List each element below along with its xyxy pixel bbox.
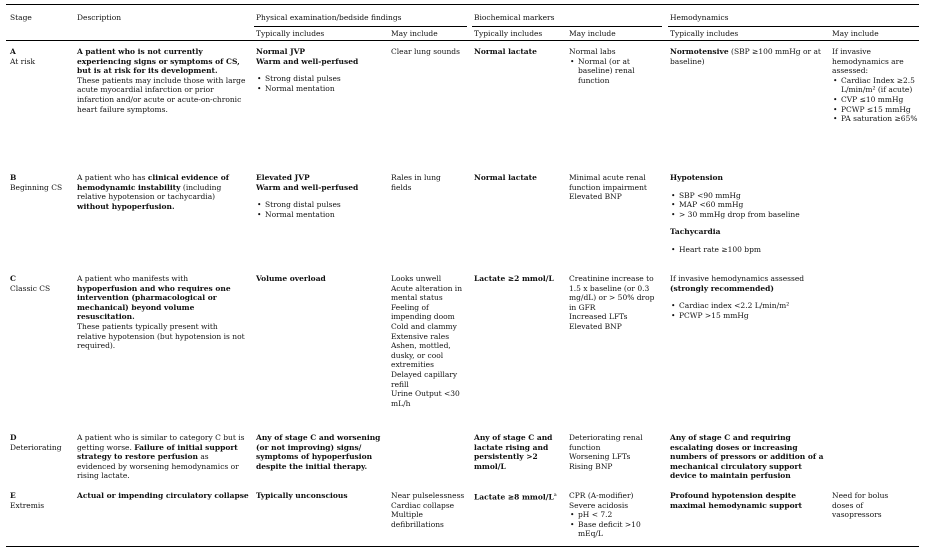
stage-name: Classic CS [10,283,51,293]
row-b-stage [10,173,72,192]
list-item: • CVP ≤10 mmHg [841,95,918,105]
row-b-pe-typical: Elevated JVP Warm and well-perfused • Strong distal pulses • Normal mentation [256,173,388,219]
header-physical: Physical examination/bedside findings [256,13,402,22]
header-description: Description [77,13,122,22]
row-b-bio-may: Minimal acute renal function impairment Elevated BNP [569,173,647,202]
row-e-bio-may: CPR (A-modifier) Severe acidosis • pH < 7.2 • Base deficit >10 mEq/L [569,491,661,539]
row-c-pe-may: Looks unwell Acute alteration in mental status Feeling of impending doom Cold and clammy Extensive rales Ashen, mottled, dusky, or cool extremities Delayed capillary refill Urine Output <30 mL/h [391,274,463,408]
list-item: • Heart rate ≥100 bpm [679,245,828,255]
row-b-description: A patient who has clinical evidence of hemodynamic instability (including relative hypotension or tachycardia) without hypoperfusion. [77,173,229,211]
subheader-pe-may: May include [391,29,438,38]
subheader-hemo-typically: Typically includes [670,29,739,38]
list-item: • PA saturation ≥65% [841,114,918,124]
row-d-hemo-typical: Any of stage C and requiring escalating doses or increasing numbers of pressors or addition of a mechanical circulatory support device to maintain perfusion [670,433,824,481]
row-e-bio-typical: Lactate ≥8 mmol/$L^a$ [474,492,557,502]
group-rule-biochemical [472,26,662,27]
stage-letter: C [10,274,16,283]
list-item: • PCWP >15 mmHg [679,311,828,321]
row-b-hemo-typical: Hypotension • SBP <90 mmHg • MAP <60 mmHg • > 30 mmHg drop from baseline Tachycardia • Heart rate ≥100 bpm [670,173,828,255]
stage-letter: E [10,491,16,500]
footnote-marker: a [553,492,557,498]
subheader-bio-typically: Typically includes [474,29,543,38]
list-item: • Cardiac Index ≥2.5 L/min/m² (if acute) [841,76,918,95]
row-a-description: A patient who is not currently experiencing signs or symptoms of CS, but is at risk for its development. These patients may include those with large acute myocardial infarction or prior infarction and/or acute or acute-on-chronic heart failure symptoms. [77,47,246,114]
row-b-pe-may: Rales in lung fields [391,173,441,192]
stage-name: Beginning CS [10,182,63,192]
row-e-pe-typical: Typically unconscious [256,491,348,500]
row-e-hemo-may: Need for bolus doses of vasopressors [832,491,889,520]
list-item: • Base deficit >10 mEq/L [578,520,661,539]
stage-name: At risk [10,56,36,66]
row-c-description: A patient who manifests with hypoperfusion and who requires one intervention (pharmacological or mechanical) beyond volume resuscitation. These patients typically present with relative hypotension (but hypotension is not required). [77,274,245,351]
row-a-stage [10,47,72,66]
header-biochemical: Biochemical markers [474,13,555,22]
list-item: • pH < 7.2 [578,510,661,520]
row-c-bio-typical: Lactate ≥2 mmol/L [474,274,554,283]
group-rule-hemodynamics [668,26,919,27]
list-item: • SBP <90 mmHg [679,191,828,201]
list-item: • Normal mentation [265,84,388,94]
row-a-bio-typical: Normal lactate [474,47,537,56]
subheader-pe-typically: Typically includes [256,29,325,38]
row-d-stage [10,433,72,452]
row-b-bio-typical: Normal lactate [474,173,537,182]
list-item: • > 30 mmHg drop from baseline [679,210,828,220]
row-c-hemo-typical: If invasive hemodynamics assessed (strongly recommended) • Cardiac index <2.2 L/min/m² • PCWP >15 mmHg [670,274,828,320]
row-d-description: A patient who is similar to category C but is getting worse. Failure of initial support strategy to restore perfusion as evidenced by worsening hemodynamics or rising lactate. [77,433,245,481]
row-c-pe-typical: Volume overload [256,274,326,283]
row-d-bio-may: Deteriorating renal function Worsening LFTs Rising BNP [569,433,643,471]
row-e-hemo-typical: Profound hypotension despite maximal hemodynamic support [670,491,802,510]
stage-name: Extremis [10,500,45,510]
top-rule [6,4,919,5]
list-item: • Strong distal pulses [265,74,388,84]
list-item: • Normal (or at baseline) renal function [578,57,664,86]
header-stage: Stage [10,13,32,22]
row-c-bio-may: Creatinine increase to 1.5 x baseline (or 0.3 mg/dL) or > 50% drop in GFR Increased LFTs Elevated BNP [569,274,655,331]
row-a-hemo-typical: Normotensive (SBP ≥100 mmHg or at baseline) [670,47,821,66]
row-e-stage [10,491,72,510]
header-hemodynamics: Hemodynamics [670,13,729,22]
row-a-pe-may: Clear lung sounds [391,47,460,56]
stage-letter: D [10,433,17,442]
stage-letter: B [10,173,17,182]
list-item: • MAP <60 mmHg [679,200,828,210]
list-item: • Cardiac index <2.2 L/min/m² [679,301,828,311]
list-item: • PCWP ≤15 mmHg [841,105,918,115]
subheader-hemo-may: May include [832,29,879,38]
group-rule-physical [254,26,467,27]
row-e-description: Actual or impending circulatory collapse [77,491,249,500]
list-item: • Strong distal pulses [265,200,388,210]
row-a-bio-may: Normal labs • Normal (or at baseline) renal function [569,47,664,85]
row-d-pe-typical: Any of stage C and worsening (or not improving) signs/ symptoms of hypoperfusion despite the initial therapy. [256,433,381,471]
header-rule [6,40,919,41]
stage-letter: A [10,47,16,56]
row-c-stage [10,274,72,293]
row-d-bio-typical: Any of stage C and lactate rising and persistently >2 mmol/L [474,433,553,471]
list-item: • Normal mentation [265,210,388,220]
row-a-pe-typical: Normal JVP Warm and well-perfused • Strong distal pulses • Normal mentation [256,47,388,93]
subheader-bio-may: May include [569,29,616,38]
row-a-hemo-may: If invasive hemodynamics are assessed: • Cardiac Index ≥2.5 L/min/m² (if acute) • CVP ≤10 mmHg • PCWP ≤15 mmHg • PA saturation ≥65% [832,47,918,124]
row-e-pe-may: Near pulselessness Cardiac collapse Multiple defibrillations [391,491,465,529]
stage-name: Deteriorating [10,442,62,452]
bottom-rule [6,546,919,547]
